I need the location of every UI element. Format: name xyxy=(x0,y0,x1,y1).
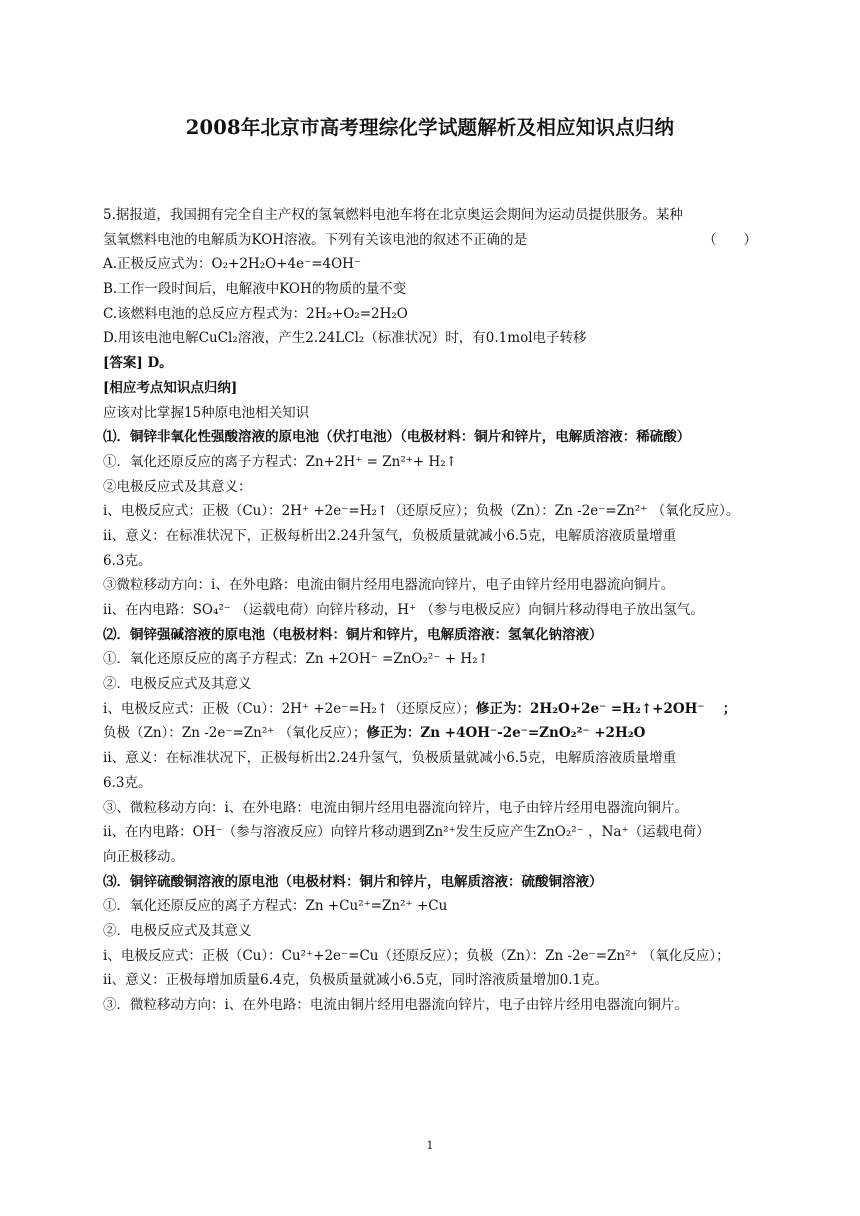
section-1-line: 6.3克。 xyxy=(103,552,152,569)
section-2-line: ②．电极反应式及其意义 xyxy=(103,676,252,693)
option-a: A.正极反应式为：O₂+2H₂O+4e⁻=4OH⁻ xyxy=(103,256,362,273)
section-3-line: ⅱ、意义：正极每增加质量6.4克，负极质量就减小6.5克，同时溶液质量增加0.1克。 xyxy=(103,972,609,989)
option-b: B.工作一段时间后，电解液中KOH的物质的量不变 xyxy=(103,281,407,298)
answer-bracket: （ ） xyxy=(703,231,757,248)
section-1-line: ①．氧化还原反应的离子方程式：Zn+2H⁺ = Zn²⁺+ H₂↑ xyxy=(103,453,457,470)
knowledge-heading: [相应考点知识点归纳] xyxy=(103,379,238,396)
section-2-correction: 修正为：2H₂O+2e⁻ =H₂↑+2OH⁻ ； xyxy=(475,700,737,717)
section-1-line: ⅱ、在内电路：SO₄²⁻ （运载电荷）向锌片移动，H⁺ （参与电极反应）向铜片移动得电子放出氢气。 xyxy=(103,602,704,618)
option-c: C.该燃料电池的总反应方程式为：2H₂+O₂=2H₂O xyxy=(103,305,408,322)
section-2-line xyxy=(103,697,765,722)
section-2-correction: 修正为：Zn +4OH⁻-2e⁻=ZnO₂²⁻ +2H₂O xyxy=(366,725,646,742)
section-2-line: ③、微粒移动方向：ⅰ、在外电路：电流由铜片经用电器流向锌片，电子由锌片经用电器流向铜片。 xyxy=(103,799,688,816)
section-3-line: ③．微粒移动方向：ⅰ、在外电路：电流由铜片经用电器流向锌片，电子由锌片经用电器流向铜片。 xyxy=(103,997,688,1013)
section-1-line: ③微粒移动方向：ⅰ、在外电路：电流由铜片经用电器流向锌片，电子由锌片经用电器流向铜片。 xyxy=(103,577,675,594)
section-2-line: 向正极移动。 xyxy=(103,848,184,865)
document-body xyxy=(103,203,765,1018)
answer-line: [答案] D。 xyxy=(103,355,173,372)
question-line-1: 5.据报道，我国拥有完全自主产权的氢氧燃料电池车将在北京奥运会期间为运动员提供服务。某种 xyxy=(103,207,683,223)
section-1-line: ⅱ、意义：在标准状况下，正极每析出2.24升氢气，负极质量就减小6.5克，电解质溶液质量增重 xyxy=(103,527,677,544)
page-title: 2008年北京市高考理综化学试题解析及相应知识点归纳 xyxy=(185,116,675,139)
question-line-2-text: 氢氧燃料电池的电解质为KOH溶液。下列有关该电池的叙述不正确的是 xyxy=(103,231,528,248)
section-2-heading: ⑵．铜锌强碱溶液的原电池（电极材料：铜片和锌片，电解质溶液：氢氧化钠溶液） xyxy=(103,626,603,643)
section-2-line: ⅱ、意义：在标准状况下，正极每析出2.24升氢气，负极质量就减小6.5克，电解质溶液质量增重 xyxy=(103,750,677,767)
question-line-2 xyxy=(103,228,765,253)
page-number: 1 xyxy=(426,1139,434,1152)
section-1-line: ⅰ、电极反应式：正极（Cu）：2H⁺ +2e⁻=H₂↑（还原反应）；负极（Zn）：Zn -2e⁻=Zn²⁺ （氧化反应）。 xyxy=(103,503,740,520)
section-1-line: ②电极反应式及其意义： xyxy=(103,478,252,495)
section-2-line: 6.3克。 xyxy=(103,774,152,791)
section-2-electrode-text: ⅰ、电极反应式：正极（Cu）：2H⁺ +2e⁻=H₂↑（还原反应）； xyxy=(103,700,476,717)
section-2-line: ⅱ、在内电路：OH⁻（参与溶液反应）向锌片移动遇到Zn²⁺发生反应产生ZnO₂²⁻ ，Na⁺（运载电荷） xyxy=(103,824,710,841)
section-2-negative-text: 负极（Zn）：Zn -2e⁻=Zn²⁺ （氧化反应）； xyxy=(103,725,367,742)
section-3-line: ①．氧化还原反应的离子方程式：Zn +Cu²⁺=Zn²⁺ +Cu xyxy=(103,898,448,915)
section-3-heading: ⑶．铜锌硫酸铜溶液的原电池（电极材料：铜片和锌片，电解质溶液：硫酸铜溶液） xyxy=(103,873,603,890)
knowledge-intro: 应该对比掌握15种原电池相关知识 xyxy=(103,404,310,421)
section-2-line: ①．氧化还原反应的离子方程式：Zn +2OH⁻ =ZnO₂²⁻ + H₂↑ xyxy=(103,651,489,668)
section-3-line: ⅰ、电极反应式：正极（Cu）：Cu²⁺+2e⁻=Cu（还原反应）；负极（Zn）：Zn -2e⁻=Zn²⁺ （氧化反应）； xyxy=(103,947,730,964)
section-1-heading: ⑴．铜锌非氧化性强酸溶液的原电池（伏打电池）（电极材料：铜片和锌片，电解质溶液：稀硫酸） xyxy=(103,429,691,446)
section-2-line xyxy=(103,721,765,746)
section-3-line: ②．电极反应式及其意义 xyxy=(103,922,252,939)
option-d: D.用该电池电解CuCl₂溶液，产生2.24LCl₂（标准状况）时，有0.1mol电子转移 xyxy=(103,330,587,347)
